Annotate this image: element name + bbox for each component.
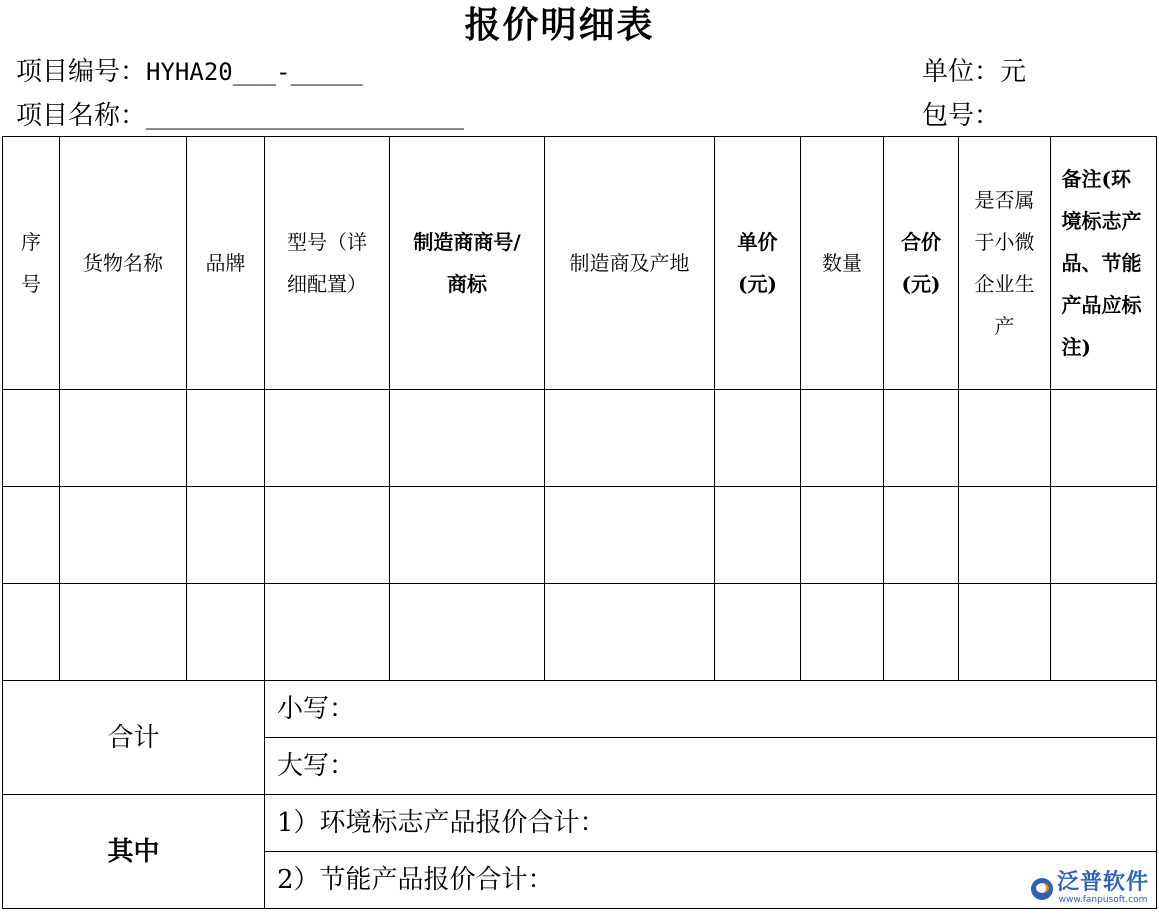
cell[interactable] <box>1051 390 1157 487</box>
cell[interactable] <box>545 584 715 681</box>
total-label: 合计 <box>3 681 265 795</box>
project-name-value: ______________________ <box>146 102 464 130</box>
cell[interactable] <box>884 487 959 584</box>
table-row <box>3 584 1157 681</box>
cell[interactable] <box>545 390 715 487</box>
header-brand: 品牌 <box>187 137 265 390</box>
cell[interactable] <box>959 390 1051 487</box>
env-product-total-field[interactable]: 1）环境标志产品报价合计： <box>265 795 1157 852</box>
table-row <box>3 390 1157 487</box>
cell[interactable] <box>545 487 715 584</box>
header-micro-enterprise: 是否属于小微企业生产 <box>959 137 1051 390</box>
cell[interactable] <box>959 487 1051 584</box>
watermark-logo <box>1031 872 1149 905</box>
cell[interactable] <box>390 390 545 487</box>
fanpu-logo-icon <box>1031 878 1053 900</box>
project-name-label: 项目名称： <box>16 101 147 131</box>
cell[interactable] <box>801 584 884 681</box>
cell[interactable] <box>187 584 265 681</box>
cell[interactable] <box>3 390 60 487</box>
cell[interactable] <box>715 487 801 584</box>
cell[interactable] <box>187 390 265 487</box>
cell[interactable] <box>715 390 801 487</box>
package-label: 包号： <box>922 101 1001 131</box>
quote-table <box>2 136 1157 909</box>
cell[interactable] <box>187 487 265 584</box>
cell[interactable] <box>60 487 187 584</box>
cell[interactable] <box>3 584 60 681</box>
cell[interactable] <box>884 584 959 681</box>
cell[interactable] <box>959 584 1051 681</box>
cell[interactable] <box>60 390 187 487</box>
uppercase-total-field[interactable]: 大写： <box>265 738 1157 795</box>
env-total-row <box>3 795 1157 852</box>
header-maker-code: 制造商商号/商标 <box>390 137 545 390</box>
cell[interactable] <box>265 390 390 487</box>
header-quantity: 数量 <box>801 137 884 390</box>
cell[interactable] <box>60 584 187 681</box>
header-total-price: 合价(元) <box>884 137 959 390</box>
logo-url: www.fanpusoft.com <box>1058 895 1148 905</box>
logo-name: 泛普软件 <box>1056 870 1149 895</box>
header-maker-origin: 制造商及产地 <box>545 137 715 390</box>
header-unit-price: 单价(元) <box>715 137 801 390</box>
project-number-value: HYHA20___-_____ <box>146 58 363 86</box>
header-remark: 备注(环境标志产品、节能产品应标注) <box>1051 137 1157 390</box>
table-row <box>3 487 1157 584</box>
header-goods-name: 货物名称 <box>60 137 187 390</box>
cell[interactable] <box>801 390 884 487</box>
cell[interactable] <box>390 584 545 681</box>
total-row-lowercase <box>3 681 1157 738</box>
project-name-line <box>16 100 464 132</box>
cell[interactable] <box>1051 584 1157 681</box>
cell[interactable] <box>884 390 959 487</box>
cell[interactable] <box>390 487 545 584</box>
project-number-label: 项目编号： <box>16 57 147 87</box>
among-label: 其中 <box>3 795 265 909</box>
energy-product-total-field[interactable]: 2）节能产品报价合计： <box>265 852 1157 909</box>
cell[interactable] <box>265 487 390 584</box>
page-title: 报价明细表 <box>464 4 655 46</box>
cell[interactable] <box>265 584 390 681</box>
cell[interactable] <box>715 584 801 681</box>
cell[interactable] <box>1051 487 1157 584</box>
header-seq: 序号 <box>3 137 60 390</box>
cell[interactable] <box>3 487 60 584</box>
cell[interactable] <box>801 487 884 584</box>
unit-label: 单位：元 <box>922 57 1027 87</box>
header-model: 型号（详细配置） <box>265 137 390 390</box>
lowercase-total-field[interactable]: 小写： <box>265 681 1157 738</box>
project-number-line <box>16 56 363 88</box>
table-header-row <box>3 137 1157 390</box>
